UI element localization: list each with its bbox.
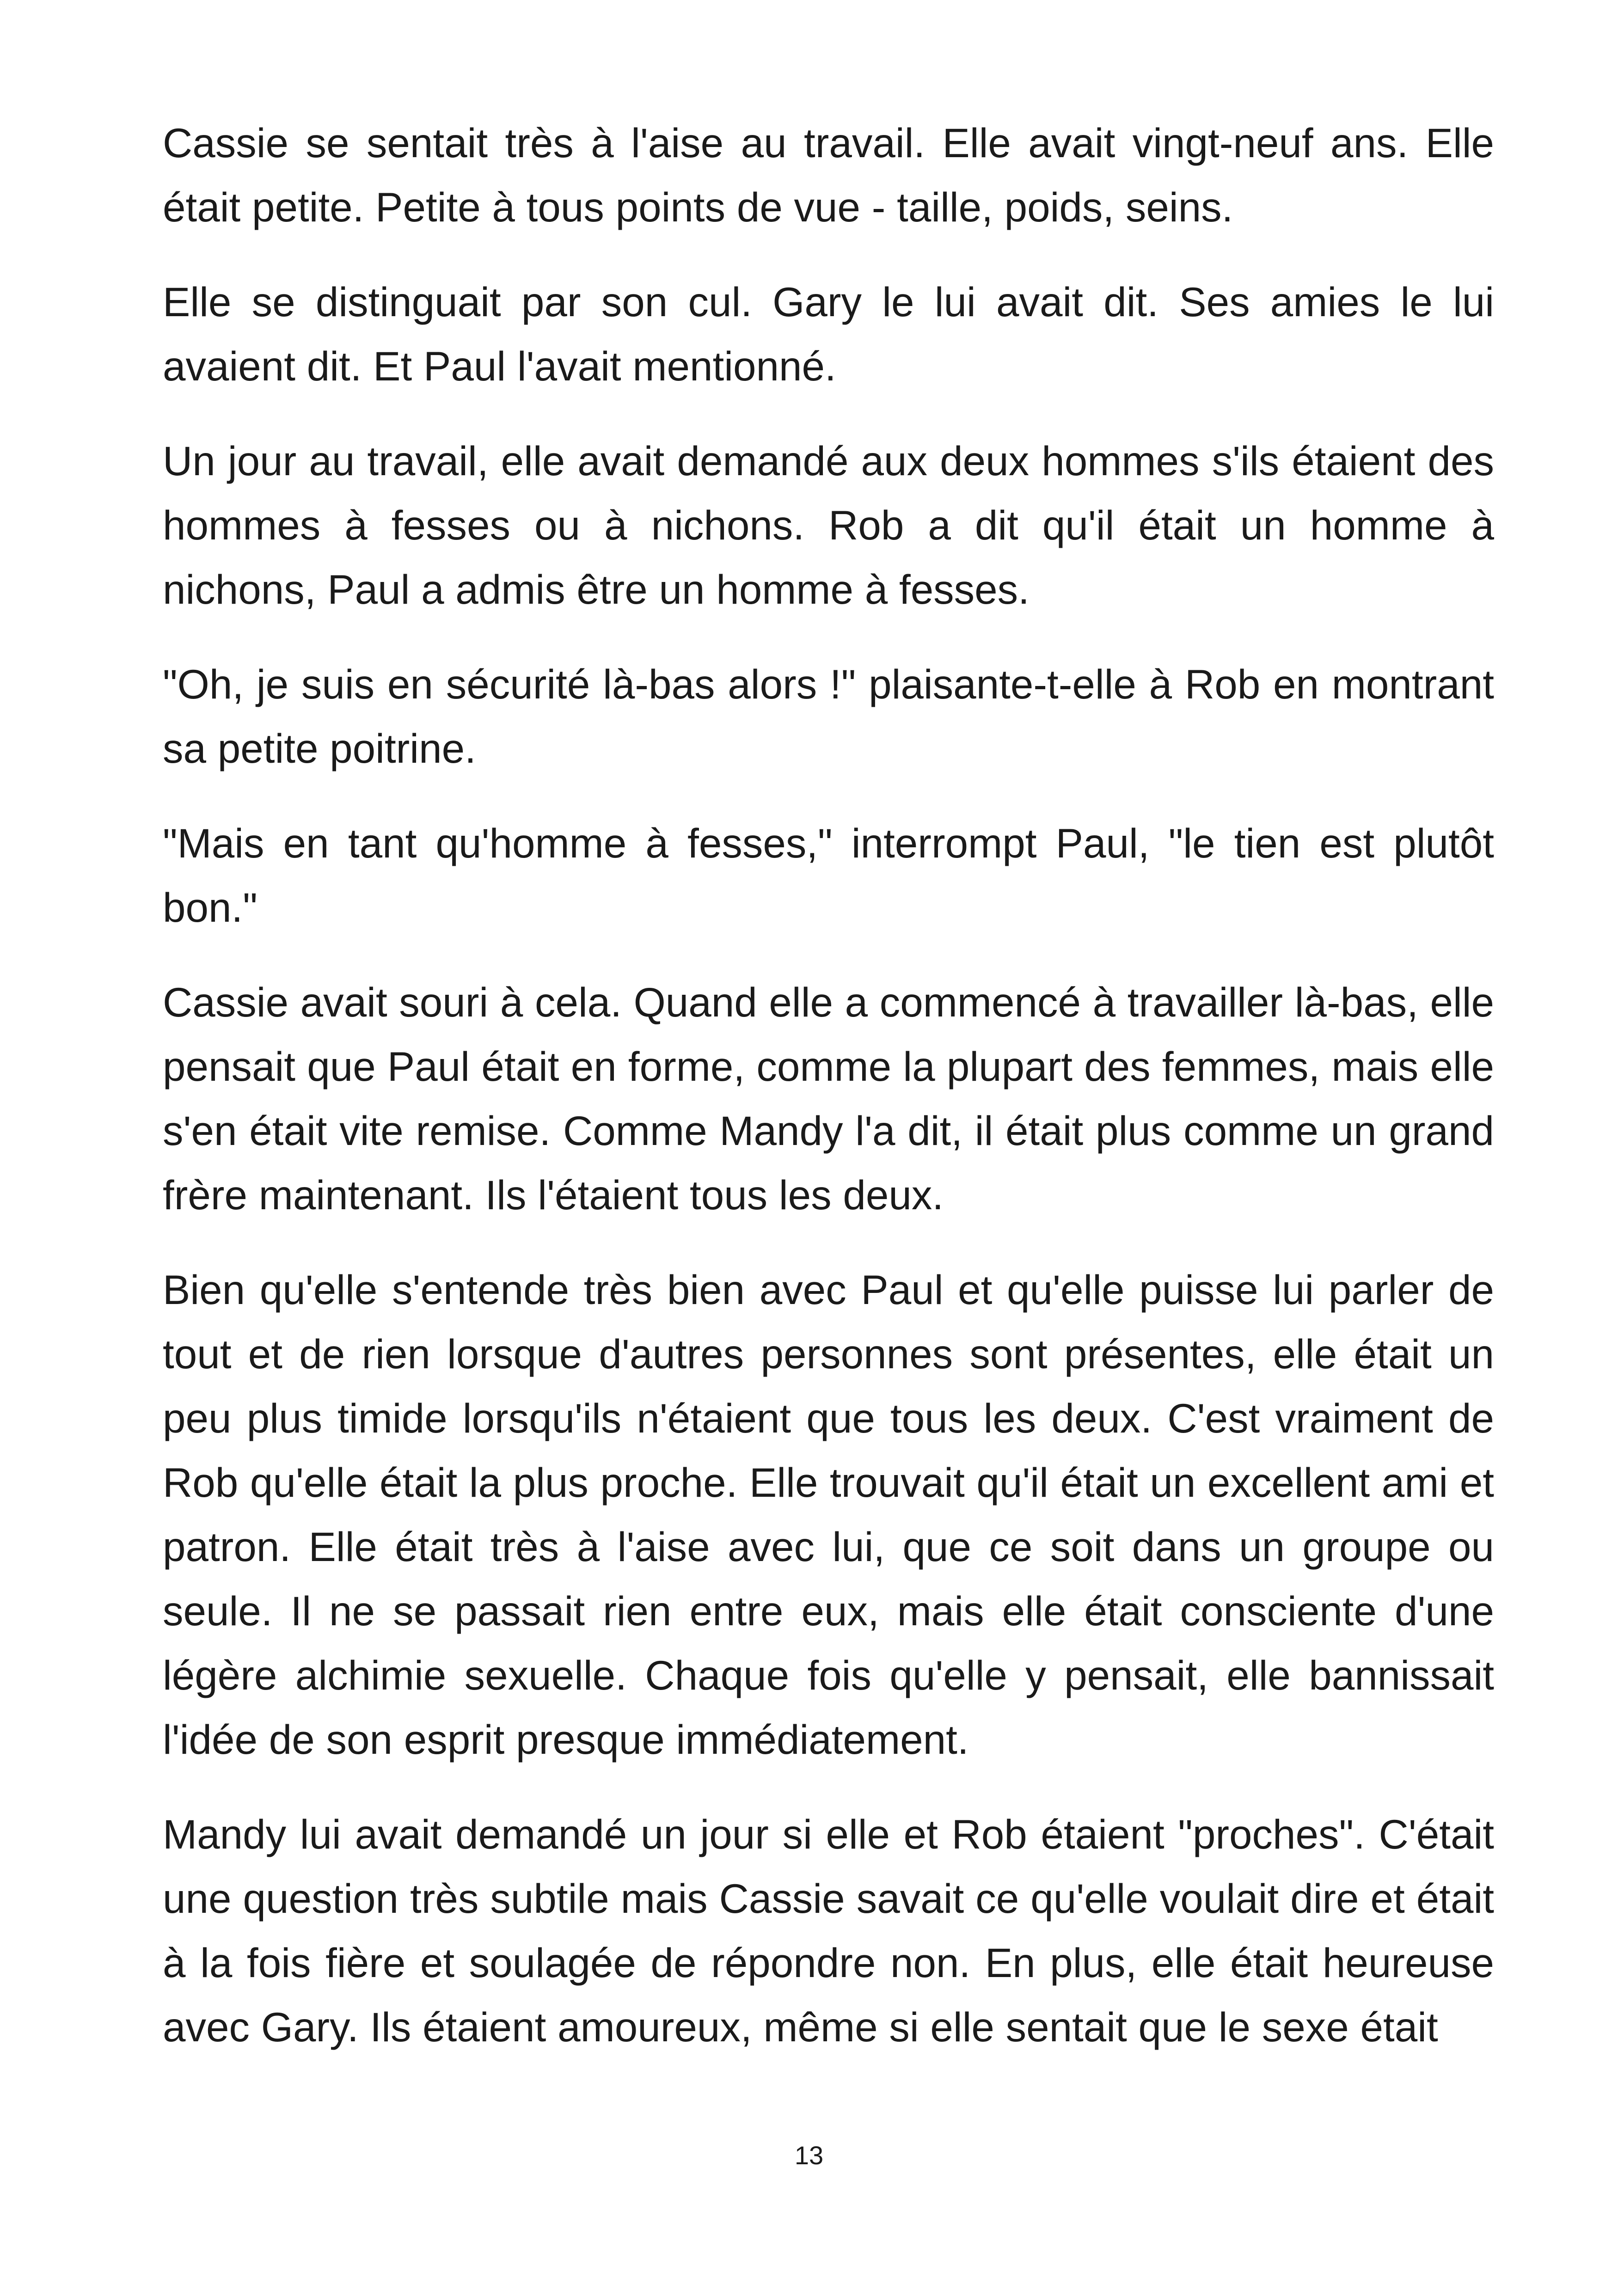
paragraph-6: Cassie avait souri à cela. Quand elle a commencé à travailler là-bas, elle pensait que Paul était en forme, comme la plupart des femmes, mais elle s'en était vite remise. Comme Mandy l'a dit, il était plus comme un grand frère maintenant. Ils l'étaient tous les deux. [163,979,1494,1218]
paragraph-7: Bien qu'elle s'entende très bien avec Paul et qu'elle puisse lui parler de tout et de rien lorsque d'autres personnes sont présentes, elle était un peu plus timide lorsqu'ils n'étaient que tous les deux. C'est vraiment de Rob qu'elle était la plus proche. Elle trouvait qu'il était un excellent ami et patron. Elle était très à l'aise avec lui, que ce soit dans un groupe ou seule. Il ne se passait rien entre eux, mais elle était consciente d'une légère alchimie sexuelle. Chaque fois qu'elle y pensait, elle bannissait l'idée de son esprit presque immédiatement. [163,1267,1494,1763]
paragraph-3: Un jour au travail, elle avait demandé aux deux hommes s'ils étaient des hommes à fesses ou à nichons. Rob a dit qu'il était un homme à nichons, Paul a admis être un homme à fesses. [163,438,1494,612]
page-number: 13 [794,2141,824,2170]
paragraph-5: "Mais en tant qu'homme à fesses," interrompt Paul, "le tien est plutôt bon." [163,820,1494,931]
paragraph-2: Elle se distinguait par son cul. Gary le lui avait dit. Ses amies le lui avaient dit. Et Paul l'avait mentionné. [163,279,1494,389]
paragraph-4: "Oh, je suis en sécurité là-bas alors !" plaisante-t-elle à Rob en montrant sa petite poitrine. [163,661,1494,771]
paragraph-1: Cassie se sentait très à l'aise au travail. Elle avait vingt-neuf ans. Elle était petite. Petite à tous points de vue - taille, poids, seins. [163,120,1494,230]
paragraph-8: Mandy lui avait demandé un jour si elle et Rob étaient "proches". C'était une question très subtile mais Cassie savait ce qu'elle voulait dire et était à la fois fière et soulagée de répondre non. En plus, elle était heureuse avec Gary. Ils étaient amoureux, même si elle sentait que le sexe était [163,1811,1494,2050]
page-body [163,111,1494,2090]
